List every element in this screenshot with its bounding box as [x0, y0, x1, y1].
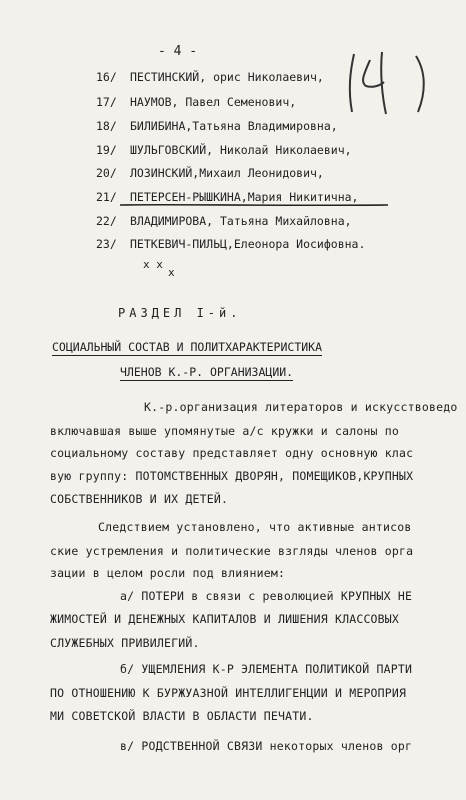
body-line: СЛУЖЕБНЫХ ПРИВИЛЕГИЙ.	[50, 636, 200, 650]
list-item-text: ПЕСТИНСКИЙ, орис Николаевич,	[130, 70, 324, 84]
body-line: а/ ПОТЕРИ в связи с революцией КРУПНЫХ НЕ	[120, 589, 413, 603]
list-item-text: ЛОЗИНСКИЙ,Михаил Леонидович,	[130, 166, 324, 180]
section-heading: РАЗДЕЛ I-й.	[118, 306, 242, 320]
body-line: в/ РОДСТВЕННОЙ СВЯЗИ некоторых членов орг	[120, 739, 413, 753]
body-line: ЖИМОСТЕЙ И ДЕНЕЖНЫХ КАПИТАЛОВ И ЛИШЕНИЯ КЛАССОВЫХ	[50, 612, 400, 626]
list-item-number: 21/	[96, 190, 117, 204]
list-item-text: ВЛАДИМИРОВА, Татьяна Михайловна,	[130, 214, 352, 228]
body-line: включавшая выше упомянутые а/с кружки и салоны по	[50, 424, 400, 438]
body-line: зации в целом росли под влиянием:	[50, 566, 286, 580]
body-line: социальному составу представляет одну основную клас	[50, 446, 414, 460]
handwritten-mark	[336, 46, 436, 118]
list-item-text: ШУЛЬГОВСКИЙ, Николай Николаевич,	[130, 143, 352, 157]
list-item	[96, 214, 352, 228]
list-item	[96, 95, 296, 109]
list-item-number: 17/	[96, 95, 117, 109]
list-item	[96, 237, 365, 251]
list-item-text: ПЕТКЕВИЧ-ПИЛЬЦ,Елеонора Иосифовна.	[130, 237, 366, 251]
body-line: К.-р.организация литераторов и искусствоведо	[144, 400, 458, 414]
list-item-text: НАУМОВ, Павел Семенович,	[130, 95, 297, 109]
list-item-number: 20/	[96, 166, 117, 180]
page-number: - 4 -	[158, 44, 198, 59]
list-item	[96, 166, 324, 180]
separator-mark: x	[168, 266, 175, 279]
body-line: СОБСТВЕННИКОВ И ИХ ДЕТЕЙ.	[50, 492, 229, 506]
list-item-number: 16/	[96, 70, 117, 84]
list-item	[96, 143, 352, 157]
list-item-underlined	[96, 190, 358, 204]
body-line: Следствием установлено, что активные антисов	[98, 520, 412, 534]
body-line: ПО ОТНОШЕНИЮ К БУРЖУАЗНОЙ ИНТЕЛЛИГЕНЦИИ И МЕРОПРИЯ	[50, 686, 407, 700]
list-item-number: 19/	[96, 143, 117, 157]
list-item-number: 23/	[96, 237, 117, 251]
list-item	[96, 70, 324, 84]
separator-marks: x x	[143, 258, 163, 271]
section-title-line-2: ЧЛЕНОВ К.-Р. ОРГАНИЗАЦИИ.	[120, 365, 294, 379]
list-item-text: БИЛИБИНА,Татьяна Владимировна,	[130, 119, 338, 133]
body-line: ские устремления и политические взгляды членов орга	[50, 544, 414, 558]
list-item-number: 22/	[96, 214, 117, 228]
list-item-number: 18/	[96, 119, 117, 133]
handwritten-underline	[120, 203, 388, 207]
section-title-line-1: СОЦИАЛЬНЫЙ СОСТАВ И ПОЛИТХАРАКТЕРИСТИКА	[52, 340, 323, 354]
body-line: б/ УЩЕМЛЕНИЯ К-Р ЭЛЕМЕНТА ПОЛИТИКОЙ ПАРТИ	[120, 662, 413, 676]
list-item-text: ПЕТЕРСЕН-РЫШКИНА,Мария Никитична,	[130, 190, 359, 204]
body-line: МИ СОВЕТСКОЙ ВЛАСТИ В ОБЛАСТИ ПЕЧАТИ.	[50, 709, 314, 723]
list-item	[96, 119, 338, 133]
body-line: вую группу: ПОТОМСТВЕННЫХ ДВОРЯН, ПОМЕЩИКОВ,КРУПНЫХ	[50, 469, 414, 483]
